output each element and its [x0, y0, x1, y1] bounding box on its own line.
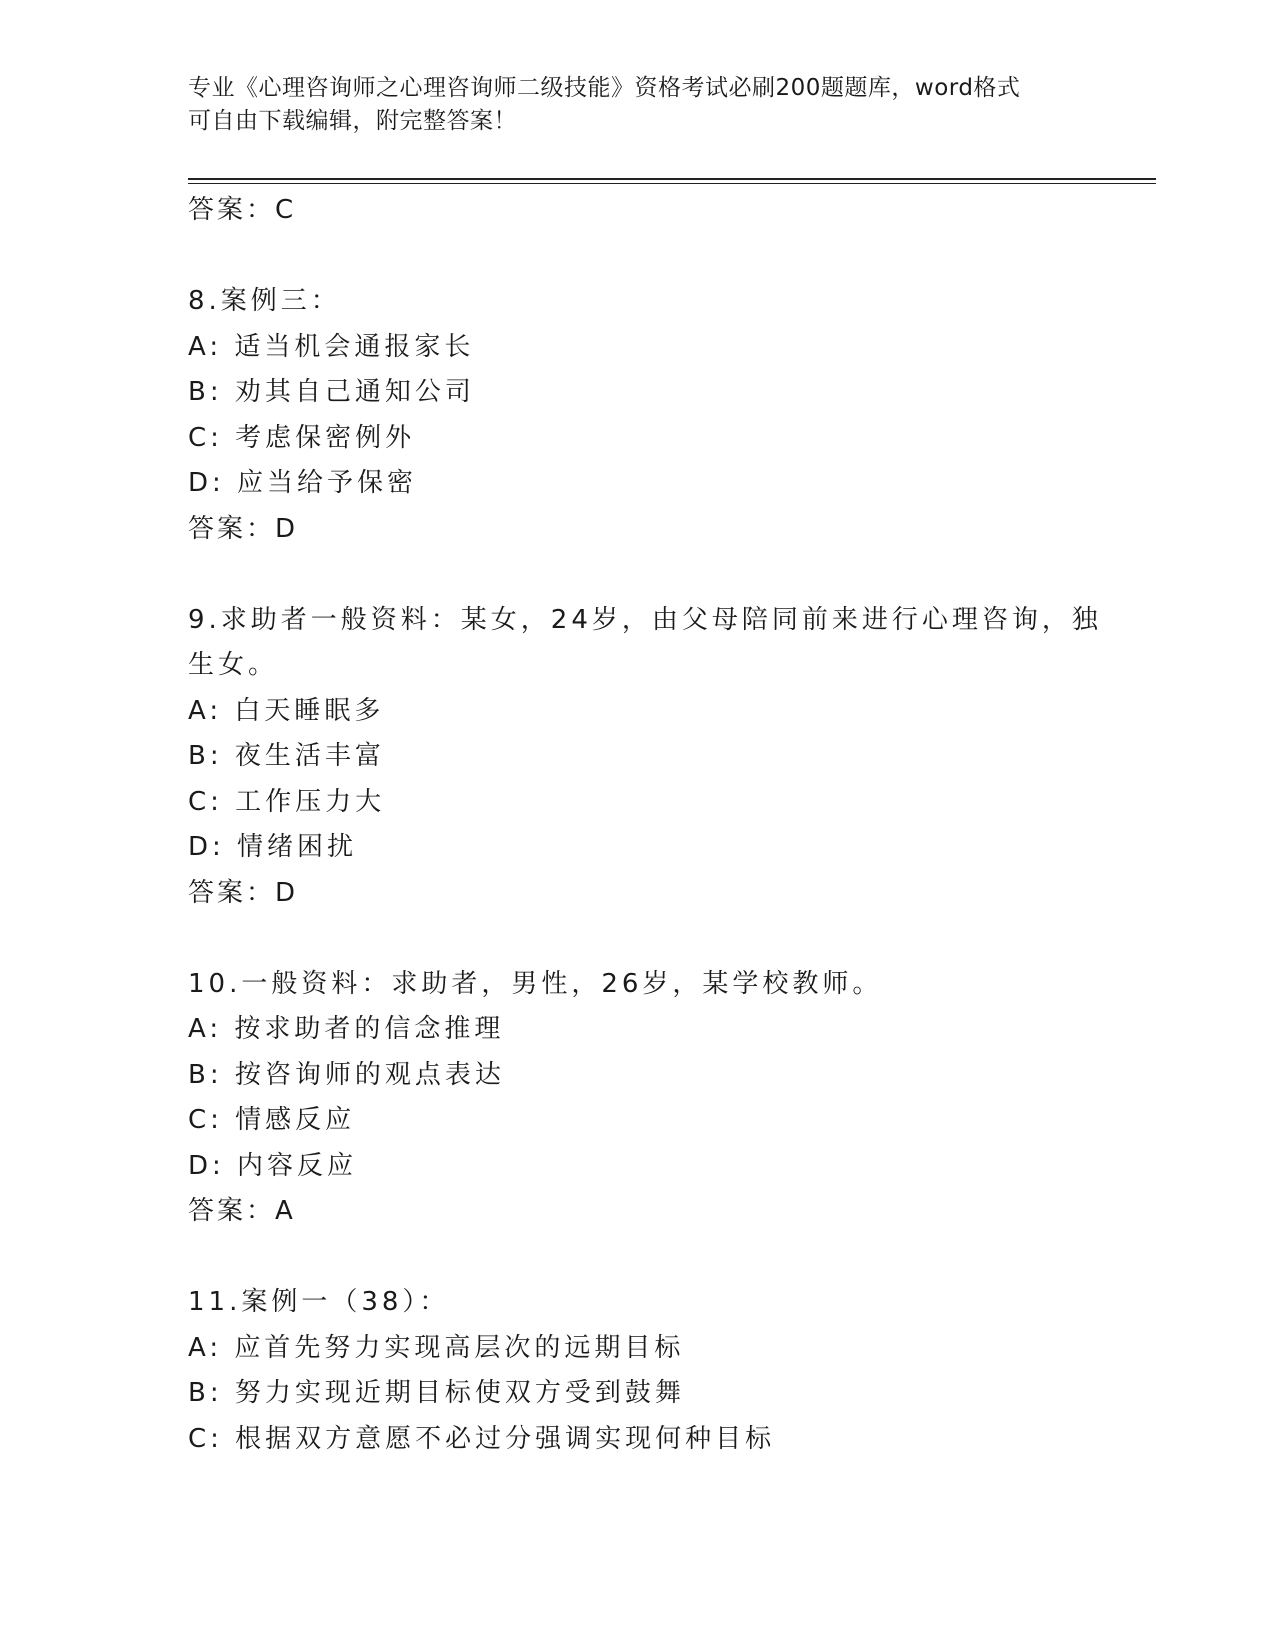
- header-line-1: 专业《心理咨询师之心理咨询师二级技能》资格考试必刷200题题库，word格式: [188, 75, 1021, 101]
- answer-value: D: [275, 877, 297, 908]
- option-a: A: 按求助者的信念推理: [188, 1014, 505, 1044]
- page-header: [188, 72, 1068, 138]
- question-10: [188, 962, 1088, 1235]
- answer-value: C: [275, 195, 295, 225]
- option-d: D: 应当给予保密: [188, 468, 418, 498]
- option-a: A: 白天睡眠多: [188, 695, 385, 726]
- answer-label: 答案：: [188, 513, 276, 544]
- header-line-2: 可自由下载编辑，附完整答案！: [188, 108, 517, 134]
- question-stem-line-1: 9.求助者一般资料：某女，24岁，由父母陪同前来进行心理咨询，独: [188, 604, 1102, 635]
- question-list: [188, 188, 1102, 1462]
- option-d: D: 内容反应: [188, 1150, 358, 1181]
- option-a: A: 适当机会通报家长: [188, 331, 475, 362]
- answer-label: 答案：: [188, 1196, 276, 1226]
- option-d: D: 情绪困扰: [188, 832, 358, 862]
- answer-value: D: [275, 513, 297, 544]
- header-rule-thin: [188, 183, 1156, 184]
- option-b: B: 夜生活丰富: [188, 741, 385, 771]
- answer: [188, 871, 1088, 917]
- question-9: [188, 598, 1102, 917]
- answer: [188, 507, 1088, 553]
- option-b: B: 按咨询师的观点表达: [188, 1059, 505, 1090]
- option-c: C: 情感反应: [188, 1105, 356, 1135]
- answer-label: 答案：: [188, 877, 276, 908]
- option-c: C: 根据双方意愿不必过分强调实现何种目标: [188, 1423, 776, 1454]
- header-rule-thick: [188, 178, 1156, 180]
- question-stem: 11.案例一（38）：: [188, 1287, 450, 1317]
- question-stem-line-2: 生女。: [188, 650, 279, 680]
- option-b: B: 劝其自己通知公司: [188, 377, 475, 407]
- previous-answer: [188, 188, 1088, 234]
- option-b: B: 努力实现近期目标使双方受到鼓舞: [188, 1378, 685, 1408]
- answer-value: A: [275, 1196, 294, 1226]
- option-c: C: 工作压力大: [188, 786, 386, 817]
- question-8: [188, 279, 1088, 552]
- question-stem: 8.案例三：: [188, 286, 341, 316]
- answer-label: 答案：: [188, 195, 276, 225]
- question-11: [188, 1280, 1088, 1462]
- option-c: C: 考虑保密例外: [188, 422, 416, 453]
- answer: [188, 1189, 1088, 1235]
- question-stem: 10.一般资料：求助者，男性，26岁，某学校教师。: [188, 968, 883, 999]
- option-a: A: 应首先努力实现高层次的远期目标: [188, 1332, 685, 1363]
